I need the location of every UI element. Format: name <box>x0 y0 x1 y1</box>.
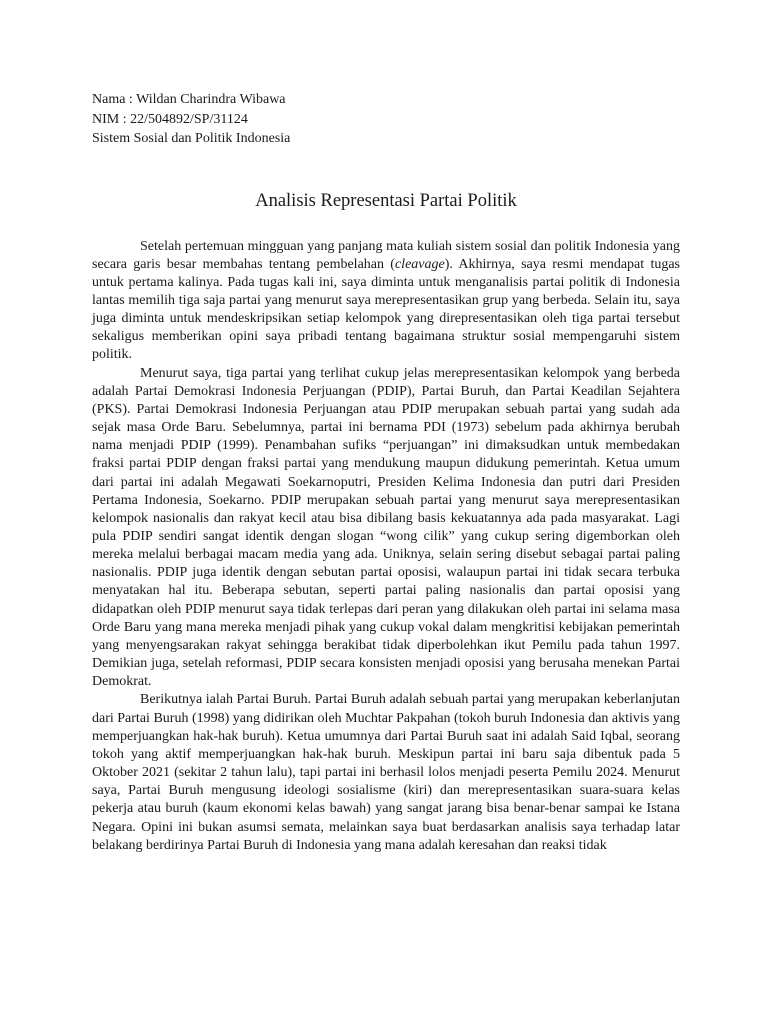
student-name: Nama : Wildan Charindra Wibawa <box>92 92 286 107</box>
course-name: Sistem Sosial dan Politik Indonesia <box>92 131 291 146</box>
paragraph-intro-part-b: ). Akhirnya, saya resmi mendapat tugas untuk pertama kalinya. Pada tugas kali ini, saya diminta untuk menganalisis partai politik di Indonesia lantas memilih tiga saja partai yang menurut saya merepresentasikan grup yang berbeda. Selain itu, saya juga diminta untuk mendeskripsikan setiap kelompok yang direpresentasikan oleh tiga partai tersebut sekaligus memberikan opini saya pribadi tentang bagaimana struktur sosial mempengaruhi sistem politik. <box>92 256 680 363</box>
paragraph-partai-buruh: Berikutnya ialah Partai Buruh. Partai Buruh adalah sebuah partai yang merupakan keberlanjutan dari Partai Buruh (1998) yang didirikan oleh Muchtar Pakpahan (tokoh buruh Indonesia dan aktivis yang memperjuangkan hak-hak buruh). Ketua umumnya dari Partai Buruh saat ini adalah Said Iqbal, seorang tokoh yang aktif memperjuangkan hak-hak buruh. Meskipun partai ini baru saja dibentuk pada 5 Oktober 2021 (sekitar 2 tahun lalu), tapi partai ini berhasil lolos menjadi peserta Pemilu 2024. Menurut saya, Partai Buruh mengusung ideologi sosialisme (kiri) dan merepresentasikan suara-suara kelas pekerja atau buruh (kaum ekonomi kelas bawah) yang sangat jarang bisa benar-benar sampai ke Istana Negara. Opini ini bukan asumsi semata, melainkan saya buat berdasarkan analisis saya terhadap latar belakang berdirinya Partai Buruh di Indonesia yang mana adalah keresahan dan reaksi tidak <box>92 692 680 853</box>
paragraph-intro-part-a: Setelah pertemuan mingguan yang panjang mata kuliah sistem sosial dan politik Indonesia yang secara garis besar membahas tentang pembelahan ( <box>92 238 680 272</box>
document-body <box>92 238 680 855</box>
student-nim: NIM : 22/504892/SP/31124 <box>92 111 248 127</box>
student-info <box>92 90 680 149</box>
cleavage-term: cleavage <box>394 256 445 272</box>
paragraph-intro <box>92 238 680 365</box>
document-title: Analisis Representasi Partai Politik <box>255 190 517 211</box>
paragraph-pdip: Menurut saya, tiga partai yang terlihat cukup jelas merepresentasikan kelompok yang berbeda adalah Partai Demokrasi Indonesia Perjuangan (PDIP), Partai Buruh, dan Partai Keadilan Sejahtera (PKS). Partai Demokrasi Indonesia Perjuangan atau PDIP merupakan sebuah partai yang sudah ada sejak masa Orde Baru. Sebelumnya, partai ini bernama PDI (1973) sebelum pada akhirnya berubah nama menjadi PDIP (1999). Penambahan sufiks “perjuangan” ini dimaksudkan untuk membedakan fraksi partai PDIP dengan fraksi partai yang mendukung maupun didukung pemerintah. Ketua umum dari partai ini adalah Megawati Soekarnoputri, Presiden Kelima Indonesia dan putri dari Presiden Pertama Indonesia, Soekarno. PDIP merupakan sebuah partai yang menurut saya merepresentasikan kelompok nasionalis dan rakyat kecil atau bisa dibilang basis kekuatannya ada pada masyarakat. Lagi pula PDIP sendiri sangat identik dengan slogan “wong cilik” yang cukup sering digemborkan oleh mereka melalui berbagai macam media yang ada. Uniknya, selain sering disebut sebagai partai paling nasionalis. PDIP juga identik dengan sebutan partai oposisi, walaupun partai ini tidak secara terbuka menyatakan hal itu. Beberapa sebutan, seperti partai paling nasionalis dan partai oposisi yang didapatkan oleh PDIP menurut saya tidak terlepas dari peran yang dilakukan oleh partai ini selama masa Orde Baru yang mana mereka menjadi pihak yang cukup vokal dalam mengkritisi kebijakan pemerintah yang menyengsarakan rakyat sehingga berakibat tidak diperbolehkan ikut Pemilu pada tahun 1997. Demikian juga, setelah reformasi, PDIP secara konsisten menjadi oposisi yang berusaha menekan Partai Demokrat. <box>92 365 680 690</box>
